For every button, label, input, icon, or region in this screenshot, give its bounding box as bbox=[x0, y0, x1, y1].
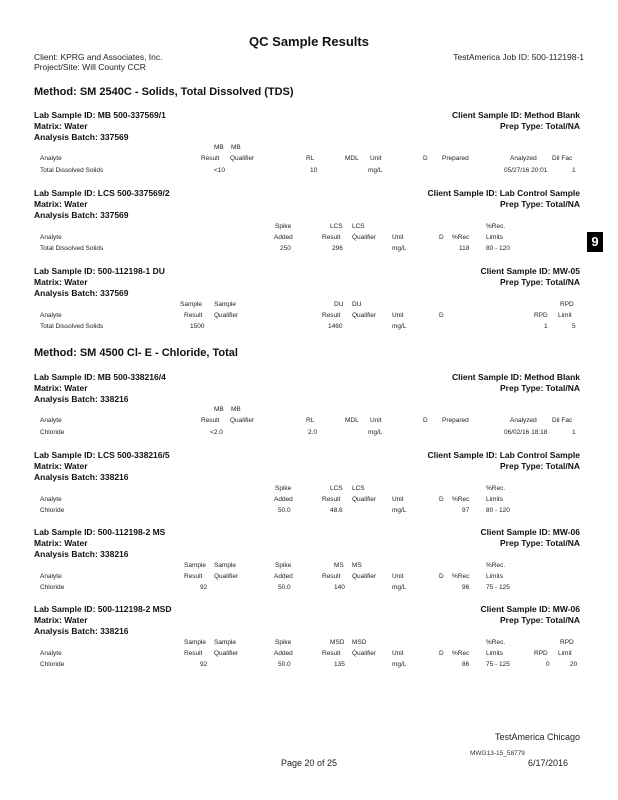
column-header: Limits bbox=[486, 650, 503, 657]
rec-cell: 96 bbox=[462, 584, 470, 591]
analysis-batch: Analysis Batch: 337569 bbox=[34, 288, 129, 298]
group-header: MSD bbox=[330, 639, 345, 646]
group-header: LCS bbox=[330, 485, 343, 492]
method-title: Method: SM 4500 Cl- E - Chloride, Total bbox=[34, 347, 238, 359]
page-number: Page 20 of 25 bbox=[280, 758, 338, 768]
column-header: Result bbox=[201, 155, 220, 162]
column-header: Analyzed bbox=[510, 155, 537, 162]
unit-cell: mg/L bbox=[368, 167, 383, 174]
unit-cell: mg/L bbox=[392, 323, 407, 330]
column-header: RL bbox=[306, 155, 315, 162]
prep-type: Prep Type: Total/NA bbox=[500, 199, 580, 209]
column-header: Result bbox=[322, 496, 341, 503]
column-header: Analyte bbox=[40, 573, 62, 580]
column-header: Qualifier bbox=[352, 573, 377, 580]
group-header: RPD bbox=[560, 639, 574, 646]
spike-added-cell: 50.0 bbox=[278, 661, 291, 668]
unit-cell: mg/L bbox=[368, 429, 383, 436]
analyte-cell: Total Dissolved Solids bbox=[40, 323, 104, 330]
client-sample-id: Client Sample ID: Lab Control Sample bbox=[427, 188, 580, 198]
column-header: Limits bbox=[486, 234, 503, 241]
msd-result-cell: 135 bbox=[334, 661, 345, 668]
prep-type: Prep Type: Total/NA bbox=[500, 461, 580, 471]
group-header: Spike bbox=[275, 639, 292, 646]
column-header: Result bbox=[184, 312, 203, 319]
sample-result-cell: 1500 bbox=[190, 323, 205, 330]
column-header: Analyte bbox=[40, 234, 62, 241]
column-header: Dil Fac bbox=[552, 417, 573, 424]
prep-type: Prep Type: Total/NA bbox=[500, 277, 580, 287]
column-header: Dil Fac bbox=[552, 155, 573, 162]
group-header: RPD bbox=[560, 301, 574, 308]
prep-type: Prep Type: Total/NA bbox=[500, 538, 580, 548]
result-cell: <2.0 bbox=[210, 429, 223, 436]
report-date: 6/17/2016 bbox=[527, 758, 568, 768]
lab-sample-id: Lab Sample ID: 500-112198-2 MS bbox=[34, 527, 166, 537]
column-header: Limits bbox=[486, 573, 503, 580]
group-header: LCS bbox=[352, 223, 365, 230]
result-cell: <10 bbox=[214, 167, 226, 174]
column-header: Qualifier bbox=[352, 650, 377, 657]
result-cell: 48.6 bbox=[330, 507, 343, 514]
column-header: Analyte bbox=[40, 155, 62, 162]
lab-sample-id: Lab Sample ID: 500-112198-2 MSD bbox=[34, 604, 172, 614]
rpd-cell: 0 bbox=[546, 661, 550, 668]
group-header: Sample bbox=[214, 639, 237, 646]
group-header: LCS bbox=[352, 485, 365, 492]
matrix: Matrix: Water bbox=[34, 461, 88, 471]
qc-sample-block bbox=[34, 110, 580, 174]
page-title: QC Sample Results bbox=[249, 34, 369, 49]
analyte-cell: Chloride bbox=[40, 429, 65, 436]
column-header: Unit bbox=[392, 234, 404, 241]
section-tab: 9 bbox=[587, 232, 603, 252]
analysis-batch: Analysis Batch: 338216 bbox=[34, 549, 129, 559]
du-result-cell: 1460 bbox=[328, 323, 343, 330]
column-header: Result bbox=[322, 650, 341, 657]
client-sample-id: Client Sample ID: MW-06 bbox=[480, 527, 580, 537]
column-header: RPD bbox=[534, 650, 548, 657]
column-header: D bbox=[439, 650, 444, 657]
limits-cell: 80 - 120 bbox=[486, 245, 510, 252]
qc-sample-block bbox=[34, 450, 580, 514]
column-header: D bbox=[439, 312, 444, 319]
group-header: Sample bbox=[214, 562, 237, 569]
group-header: DU bbox=[334, 301, 344, 308]
column-header: Result bbox=[322, 234, 341, 241]
matrix: Matrix: Water bbox=[34, 199, 88, 209]
analyte-cell: Chloride bbox=[40, 661, 65, 668]
column-header: Qualifier bbox=[352, 496, 377, 503]
unit-cell: mg/L bbox=[392, 584, 407, 591]
dil-fac-cell: 1 bbox=[572, 167, 576, 174]
column-header: Added bbox=[274, 234, 293, 241]
column-header: Analyzed bbox=[510, 417, 537, 424]
column-header: Prepared bbox=[442, 417, 469, 424]
group-header: LCS bbox=[330, 223, 343, 230]
column-header: RPD bbox=[534, 312, 548, 319]
group-header: %Rec. bbox=[486, 223, 506, 230]
rpd-limit-cell: 5 bbox=[572, 323, 576, 330]
column-header: Qualifier bbox=[214, 312, 239, 319]
lab-company: TestAmerica Chicago bbox=[494, 732, 580, 742]
column-header: Unit bbox=[392, 650, 404, 657]
rec-cell: 97 bbox=[462, 507, 470, 514]
spike-added-cell: 50.0 bbox=[278, 507, 291, 514]
column-header: Unit bbox=[392, 312, 404, 319]
lab-sample-id: Lab Sample ID: MB 500-338216/4 bbox=[34, 372, 166, 382]
lab-sample-id: Lab Sample ID: LCS 500-338216/5 bbox=[34, 450, 170, 460]
column-header: %Rec bbox=[452, 650, 470, 657]
column-header: Qualifier bbox=[214, 573, 239, 580]
rpd-cell: 1 bbox=[544, 323, 548, 330]
result-cell: 296 bbox=[332, 245, 343, 252]
analyzed-cell: 05/27/16 20:01 bbox=[504, 167, 548, 174]
column-header: D bbox=[439, 234, 444, 241]
column-header: Unit bbox=[392, 496, 404, 503]
client-sample-id: Client Sample ID: Method Blank bbox=[452, 110, 580, 120]
column-header: Analyte bbox=[40, 417, 62, 424]
qc-sample-block bbox=[34, 266, 580, 330]
group-header: MS bbox=[352, 562, 362, 569]
column-header: Result bbox=[201, 417, 220, 424]
column-header: Result bbox=[184, 650, 203, 657]
prep-type: Prep Type: Total/NA bbox=[500, 615, 580, 625]
spike-added-cell: 250 bbox=[280, 245, 291, 252]
column-header: Unit bbox=[370, 155, 382, 162]
column-header: D bbox=[423, 417, 428, 424]
column-header: %Rec bbox=[452, 234, 470, 241]
rl-cell: 2.0 bbox=[308, 429, 318, 436]
group-header: MB bbox=[231, 144, 241, 151]
sample-result-cell: 92 bbox=[200, 661, 208, 668]
group-header: MSD bbox=[352, 639, 367, 646]
column-header: %Rec bbox=[452, 496, 470, 503]
group-header: Sample bbox=[180, 301, 203, 308]
matrix: Matrix: Water bbox=[34, 277, 88, 287]
group-header: MB bbox=[231, 406, 241, 413]
unit-cell: mg/L bbox=[392, 507, 407, 514]
ms-result-cell: 140 bbox=[334, 584, 345, 591]
client-sample-id: Client Sample ID: MW-06 bbox=[480, 604, 580, 614]
lab-sample-id: Lab Sample ID: 500-112198-1 DU bbox=[34, 266, 165, 276]
column-header: Result bbox=[322, 573, 341, 580]
limits-cell: 80 - 120 bbox=[486, 507, 510, 514]
analysis-batch: Analysis Batch: 337569 bbox=[34, 210, 129, 220]
column-header: Qualifier bbox=[230, 417, 255, 424]
limits-cell: 75 - 125 bbox=[486, 661, 510, 668]
rec-cell: 86 bbox=[462, 661, 470, 668]
sample-result-cell: 92 bbox=[200, 584, 208, 591]
group-header: MB bbox=[214, 144, 224, 151]
group-header: %Rec. bbox=[486, 485, 506, 492]
column-header: Added bbox=[274, 650, 293, 657]
column-header: D bbox=[423, 155, 428, 162]
qc-sample-block bbox=[34, 188, 580, 252]
column-header: Analyte bbox=[40, 312, 62, 319]
analyzed-cell: 06/02/16 18:18 bbox=[504, 429, 548, 436]
column-header: Result bbox=[184, 573, 203, 580]
unit-cell: mg/L bbox=[392, 245, 407, 252]
lab-sample-id: Lab Sample ID: LCS 500-337569/2 bbox=[34, 188, 170, 198]
document-code: MWG13-15_58779 bbox=[470, 750, 525, 757]
column-header: %Rec bbox=[452, 573, 470, 580]
column-header: Limit bbox=[558, 650, 572, 657]
project-site: Project/Site: Will County CCR bbox=[34, 62, 146, 72]
limits-cell: 75 - 125 bbox=[486, 584, 510, 591]
analysis-batch: Analysis Batch: 338216 bbox=[34, 626, 129, 636]
prep-type: Prep Type: Total/NA bbox=[500, 383, 580, 393]
group-header: %Rec. bbox=[486, 639, 506, 646]
analysis-batch: Analysis Batch: 338216 bbox=[34, 394, 129, 404]
analyte-cell: Total Dissolved Solids bbox=[40, 245, 104, 252]
group-header: MS bbox=[334, 562, 344, 569]
group-header: %Rec. bbox=[486, 562, 506, 569]
column-header: Unit bbox=[370, 417, 382, 424]
prep-type: Prep Type: Total/NA bbox=[500, 121, 580, 131]
column-header: Limits bbox=[486, 496, 503, 503]
column-header: Analyte bbox=[40, 496, 62, 503]
spike-added-cell: 50.0 bbox=[278, 584, 291, 591]
column-header: D bbox=[439, 496, 444, 503]
analysis-batch: Analysis Batch: 337569 bbox=[34, 132, 129, 142]
method-title: Method: SM 2540C - Solids, Total Dissolved (TDS) bbox=[34, 86, 294, 98]
column-header: Result bbox=[322, 312, 341, 319]
column-header: Added bbox=[274, 573, 293, 580]
rpd-limit-cell: 20 bbox=[570, 661, 578, 668]
column-header: Prepared bbox=[442, 155, 469, 162]
column-header: Qualifier bbox=[214, 650, 239, 657]
rl-cell: 10 bbox=[310, 167, 318, 174]
group-header: Spike bbox=[275, 562, 292, 569]
group-header: Spike bbox=[275, 223, 292, 230]
column-header: Analyte bbox=[40, 650, 62, 657]
rec-cell: 118 bbox=[459, 245, 470, 252]
matrix: Matrix: Water bbox=[34, 383, 88, 393]
group-header: Spike bbox=[275, 485, 292, 492]
qc-sample-block bbox=[34, 527, 580, 591]
client-sample-id: Client Sample ID: MW-05 bbox=[480, 266, 580, 276]
matrix: Matrix: Water bbox=[34, 538, 88, 548]
column-header: Qualifier bbox=[352, 312, 377, 319]
matrix: Matrix: Water bbox=[34, 121, 88, 131]
group-header: MB bbox=[214, 406, 224, 413]
lab-sample-id: Lab Sample ID: MB 500-337569/1 bbox=[34, 110, 166, 120]
column-header: Qualifier bbox=[230, 155, 255, 162]
job-id: TestAmerica Job ID: 500-112198-1 bbox=[453, 52, 584, 62]
client-sample-id: Client Sample ID: Lab Control Sample bbox=[427, 450, 580, 460]
analyte-cell: Chloride bbox=[40, 507, 65, 514]
dil-fac-cell: 1 bbox=[572, 429, 576, 436]
analyte-cell: Chloride bbox=[40, 584, 65, 591]
analyte-cell: Total Dissolved Solids bbox=[40, 167, 104, 174]
group-header: Sample bbox=[184, 562, 207, 569]
column-header: Added bbox=[274, 496, 293, 503]
column-header: Unit bbox=[392, 573, 404, 580]
group-header: DU bbox=[352, 301, 362, 308]
group-header: Sample bbox=[184, 639, 207, 646]
column-header: Limit bbox=[558, 312, 572, 319]
qc-sample-block bbox=[34, 372, 580, 436]
qc-sample-block bbox=[34, 604, 580, 668]
column-header: Qualifier bbox=[352, 234, 377, 241]
analysis-batch: Analysis Batch: 338216 bbox=[34, 472, 129, 482]
unit-cell: mg/L bbox=[392, 661, 407, 668]
matrix: Matrix: Water bbox=[34, 615, 88, 625]
client-sample-id: Client Sample ID: Method Blank bbox=[452, 372, 580, 382]
client-name: Client: KPRG and Associates, Inc. bbox=[34, 52, 163, 62]
column-header: MDL bbox=[345, 155, 359, 162]
column-header: MDL bbox=[345, 417, 359, 424]
column-header: RL bbox=[306, 417, 315, 424]
group-header: Sample bbox=[214, 301, 237, 308]
column-header: D bbox=[439, 573, 444, 580]
